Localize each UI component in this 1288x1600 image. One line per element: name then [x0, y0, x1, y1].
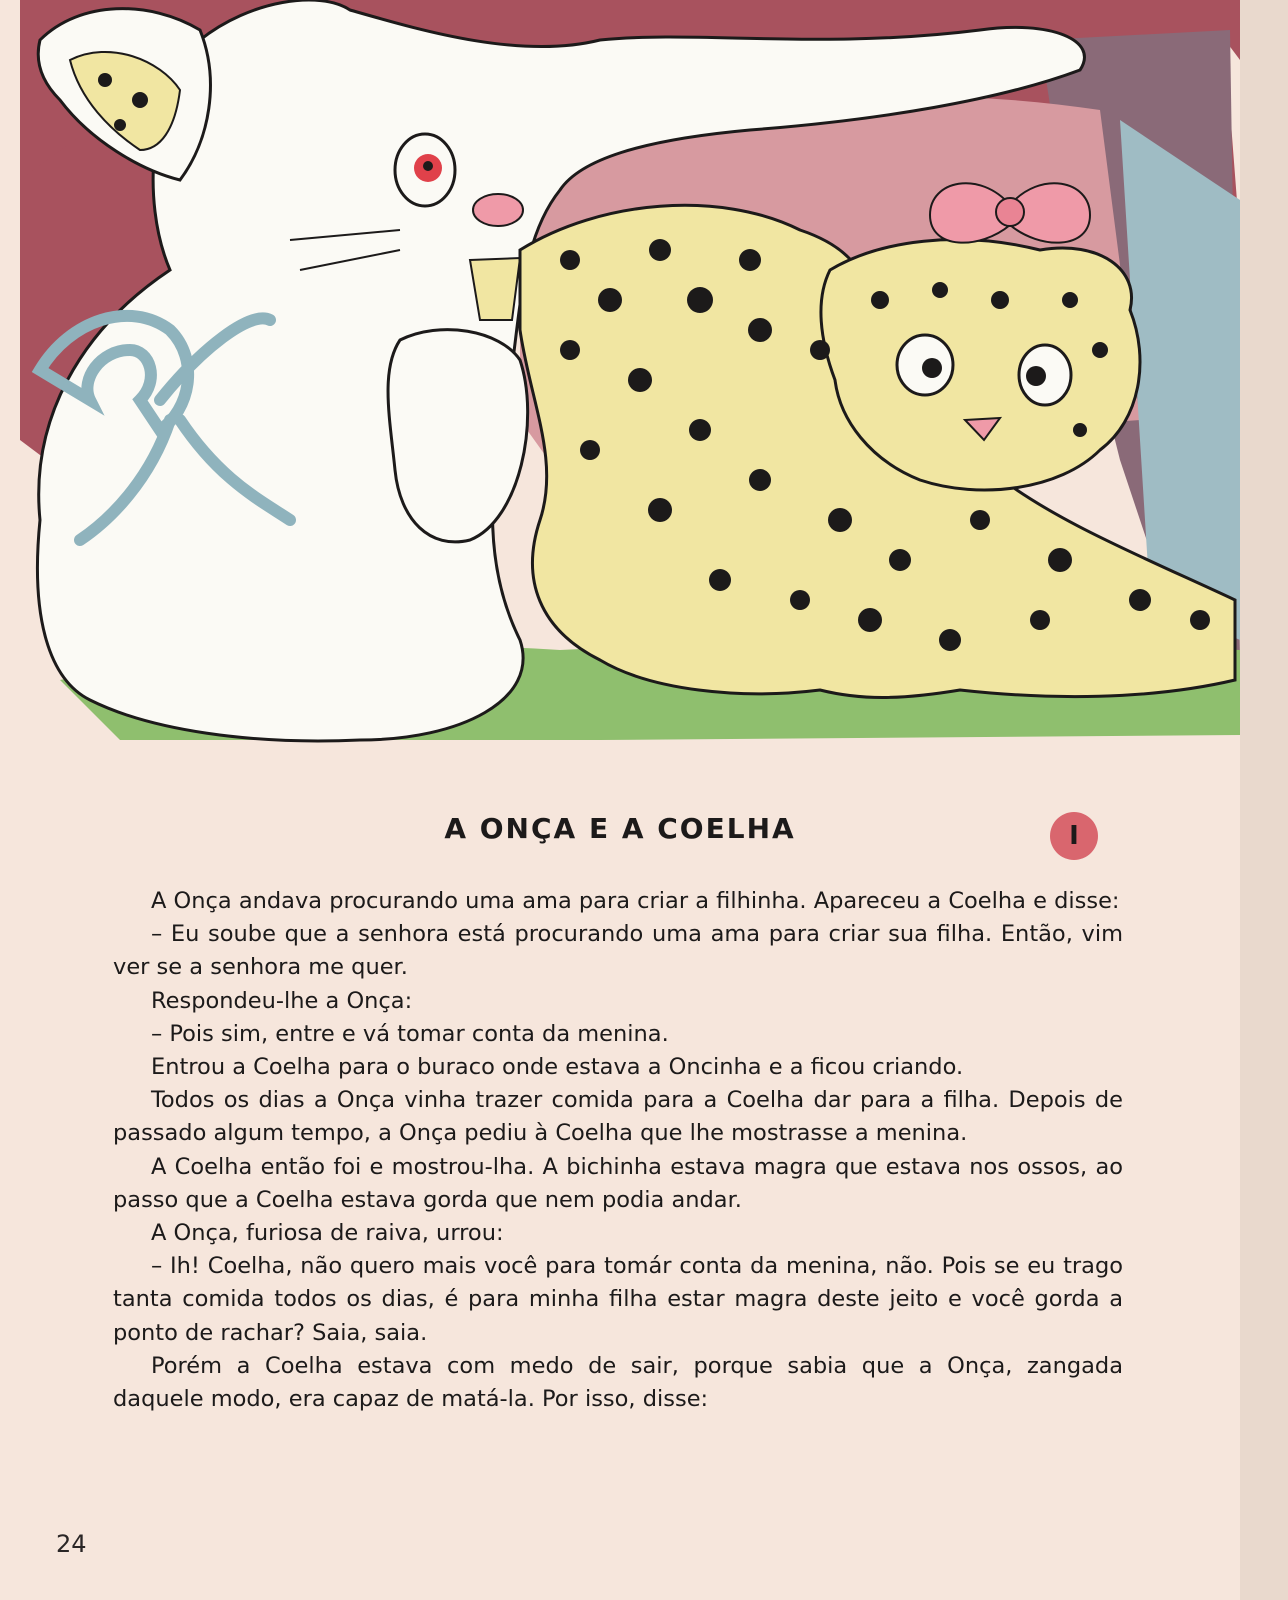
paragraph: Entrou a Coelha para o buraco onde estava a Oncinha e a ficou criando. [151, 1054, 964, 1081]
paragraph: – Ih! Coelha, não quero mais você para tomár conta da menina, não. Pois se eu trago tanta comida todos os dias, é para minha filha estar magra deste jeito e você gorda a ponto de rachar? Saia, saia. [113, 1253, 1123, 1346]
paragraph: Todos os dias a Onça vinha trazer comida para a Coelha dar para a filha. Depois de passado algum tempo, a Onça pediu à Coelha que lhe mostrasse a menina. [113, 1087, 1123, 1147]
page-number: 24 [56, 1530, 87, 1558]
paragraph: A Coelha então foi e mostrou-lha. A bichinha estava magra que estava nos ossos, ao passo que a Coelha estava gorda que nem podia andar. [113, 1153, 1123, 1213]
paragraph: A Onça andava procurando uma ama para criar a filhinha. Apareceu a Coelha e disse: [151, 888, 1120, 914]
paragraph: Respondeu-lhe a Onça: [151, 987, 413, 1014]
paragraph: – Eu soube que a senhora está procurando uma ama para criar sua filha. Então, vim ver se a senhora me quer. [113, 921, 1123, 981]
story-text [113, 885, 1123, 1416]
chapter-marker: I [1050, 812, 1098, 860]
paragraph: A Onça, furiosa de raiva, urrou: [151, 1220, 504, 1247]
illustration-rabbit-and-jaguar-cub [0, 0, 1240, 780]
paragraph: Porém a Coelha estava com medo de sair, porque sabia que a Onça, zangada daquele modo, era capaz de matá-la. Por isso, disse: [113, 1352, 1123, 1413]
paragraph: – Pois sim, entre e vá tomar conta da menina. [151, 1020, 669, 1047]
story-title: A ONÇA E A COELHA [444, 812, 796, 845]
